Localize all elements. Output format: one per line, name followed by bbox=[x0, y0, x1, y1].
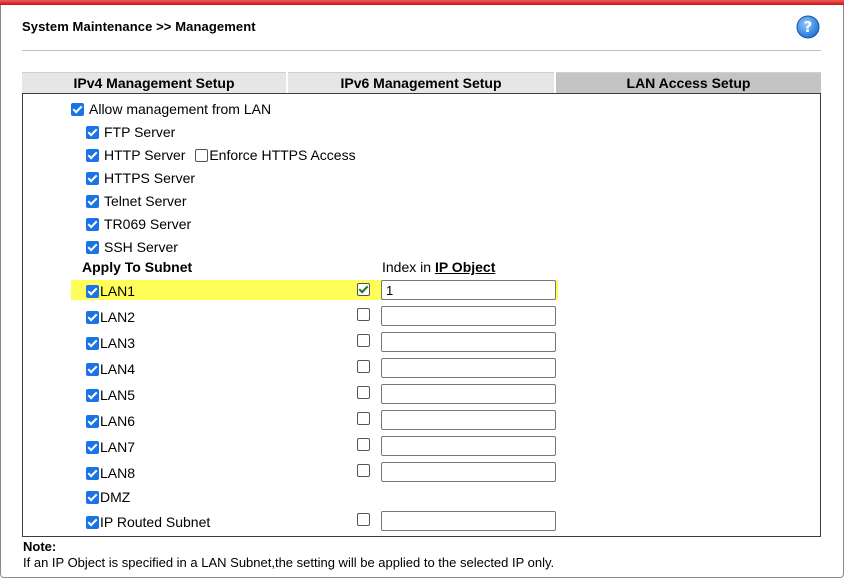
lan1-label: LAN1 bbox=[100, 283, 136, 299]
ssh-server-label: SSH Server bbox=[104, 239, 178, 255]
lan6-label: LAN6 bbox=[100, 413, 136, 429]
https-server-checkbox[interactable] bbox=[86, 172, 99, 185]
lan1-index-input[interactable] bbox=[381, 280, 556, 300]
lan7-label: LAN7 bbox=[100, 439, 136, 455]
subnet-row-lan4 bbox=[86, 359, 135, 379]
note-title: Note: bbox=[23, 539, 57, 554]
https-server-label: HTTPS Server bbox=[104, 170, 196, 186]
allow-management-row bbox=[71, 99, 271, 119]
subnet-row-lan7 bbox=[86, 437, 135, 457]
subnet-row-lan5 bbox=[86, 385, 135, 405]
enforce-https-checkbox[interactable] bbox=[195, 149, 208, 162]
service-row-https bbox=[86, 168, 195, 188]
lan4-index-input[interactable] bbox=[381, 358, 556, 378]
lan5-checkbox[interactable] bbox=[86, 389, 99, 402]
http-server-label: HTTP Server bbox=[104, 147, 186, 163]
lan4-checkbox[interactable] bbox=[86, 363, 99, 376]
ip-routed-subnet-checkbox[interactable] bbox=[86, 516, 99, 529]
ip-routed-index-input[interactable] bbox=[381, 511, 556, 531]
service-row-telnet bbox=[86, 191, 186, 211]
lan-access-panel bbox=[22, 93, 821, 537]
lan2-label: LAN2 bbox=[100, 309, 136, 325]
lan4-label: LAN4 bbox=[100, 361, 136, 377]
ssh-server-checkbox[interactable] bbox=[86, 241, 99, 254]
service-row-tr069 bbox=[86, 214, 191, 234]
telnet-server-label: Telnet Server bbox=[104, 193, 187, 209]
lan7-ip-object-checkbox[interactable] bbox=[357, 438, 370, 451]
service-row-ssh bbox=[86, 237, 178, 257]
subnet-row-lan2 bbox=[86, 307, 135, 327]
lan2-ip-object-checkbox[interactable] bbox=[357, 308, 370, 321]
lan1-ip-object-checkbox[interactable] bbox=[357, 283, 370, 296]
subnet-row-lan1 bbox=[86, 281, 135, 301]
lan1-checkbox[interactable] bbox=[86, 285, 99, 298]
ip-routed-ip-object-checkbox[interactable] bbox=[357, 513, 370, 526]
lan6-index-input[interactable] bbox=[381, 410, 556, 430]
ftp-server-checkbox[interactable] bbox=[86, 126, 99, 139]
lan8-index-input[interactable] bbox=[381, 462, 556, 482]
lan6-ip-object-checkbox[interactable] bbox=[357, 412, 370, 425]
ftp-server-label: FTP Server bbox=[104, 124, 176, 140]
apply-to-subnet-header: Apply To Subnet bbox=[82, 259, 193, 275]
lan4-ip-object-checkbox[interactable] bbox=[357, 360, 370, 373]
title-divider bbox=[22, 50, 821, 51]
lan6-checkbox[interactable] bbox=[86, 415, 99, 428]
lan5-label: LAN5 bbox=[100, 387, 136, 403]
service-row-ftp bbox=[86, 122, 175, 142]
question-circle-icon[interactable] bbox=[796, 15, 820, 39]
lan8-label: LAN8 bbox=[100, 465, 136, 481]
lan3-ip-object-checkbox[interactable] bbox=[357, 334, 370, 347]
lan2-index-input[interactable] bbox=[381, 306, 556, 326]
tab-lan-access-setup[interactable]: LAN Access Setup bbox=[556, 72, 821, 94]
lan3-checkbox[interactable] bbox=[86, 337, 99, 350]
index-ip-object-header bbox=[382, 257, 495, 277]
note-section bbox=[23, 539, 554, 571]
tab-ipv6-management[interactable]: IPv6 Management Setup bbox=[288, 72, 554, 94]
lan3-index-input[interactable] bbox=[381, 332, 556, 352]
subnet-row-dmz bbox=[86, 487, 130, 507]
note-text: If an IP Object is specified in a LAN Subnet,the setting will be applied to the selected IP only. bbox=[23, 555, 555, 570]
lan7-checkbox[interactable] bbox=[86, 441, 99, 454]
allow-management-checkbox[interactable] bbox=[71, 103, 84, 116]
telnet-server-checkbox[interactable] bbox=[86, 195, 99, 208]
lan8-ip-object-checkbox[interactable] bbox=[357, 464, 370, 477]
subnet-row-ip-routed bbox=[86, 512, 210, 532]
tab-bar bbox=[22, 72, 821, 93]
svg-text:?: ? bbox=[803, 18, 813, 36]
service-row-http bbox=[86, 145, 356, 165]
tab-ipv4-management[interactable]: IPv4 Management Setup bbox=[22, 72, 286, 94]
lan7-index-input[interactable] bbox=[381, 436, 556, 456]
subnet-row-lan6 bbox=[86, 411, 135, 431]
lan3-label: LAN3 bbox=[100, 335, 136, 351]
dmz-label: DMZ bbox=[100, 489, 131, 505]
index-header-prefix: Index in bbox=[382, 259, 432, 275]
http-server-checkbox[interactable] bbox=[86, 149, 99, 162]
lan8-checkbox[interactable] bbox=[86, 467, 99, 480]
ip-routed-subnet-label: IP Routed Subnet bbox=[100, 514, 211, 530]
dmz-checkbox[interactable] bbox=[86, 491, 99, 504]
top-accent-bar bbox=[0, 0, 844, 5]
lan2-checkbox[interactable] bbox=[86, 311, 99, 324]
enforce-https-label: Enforce HTTPS Access bbox=[209, 147, 356, 163]
lan5-index-input[interactable] bbox=[381, 384, 556, 404]
ip-object-link[interactable]: IP Object bbox=[434, 259, 496, 275]
page-title: System Maintenance >> Management bbox=[22, 19, 256, 34]
subnet-row-lan8 bbox=[86, 463, 135, 483]
tr069-server-checkbox[interactable] bbox=[86, 218, 99, 231]
lan5-ip-object-checkbox[interactable] bbox=[357, 386, 370, 399]
allow-management-label: Allow management from LAN bbox=[89, 101, 272, 117]
tr069-server-label: TR069 Server bbox=[104, 216, 192, 232]
subnet-row-lan3 bbox=[86, 333, 135, 353]
